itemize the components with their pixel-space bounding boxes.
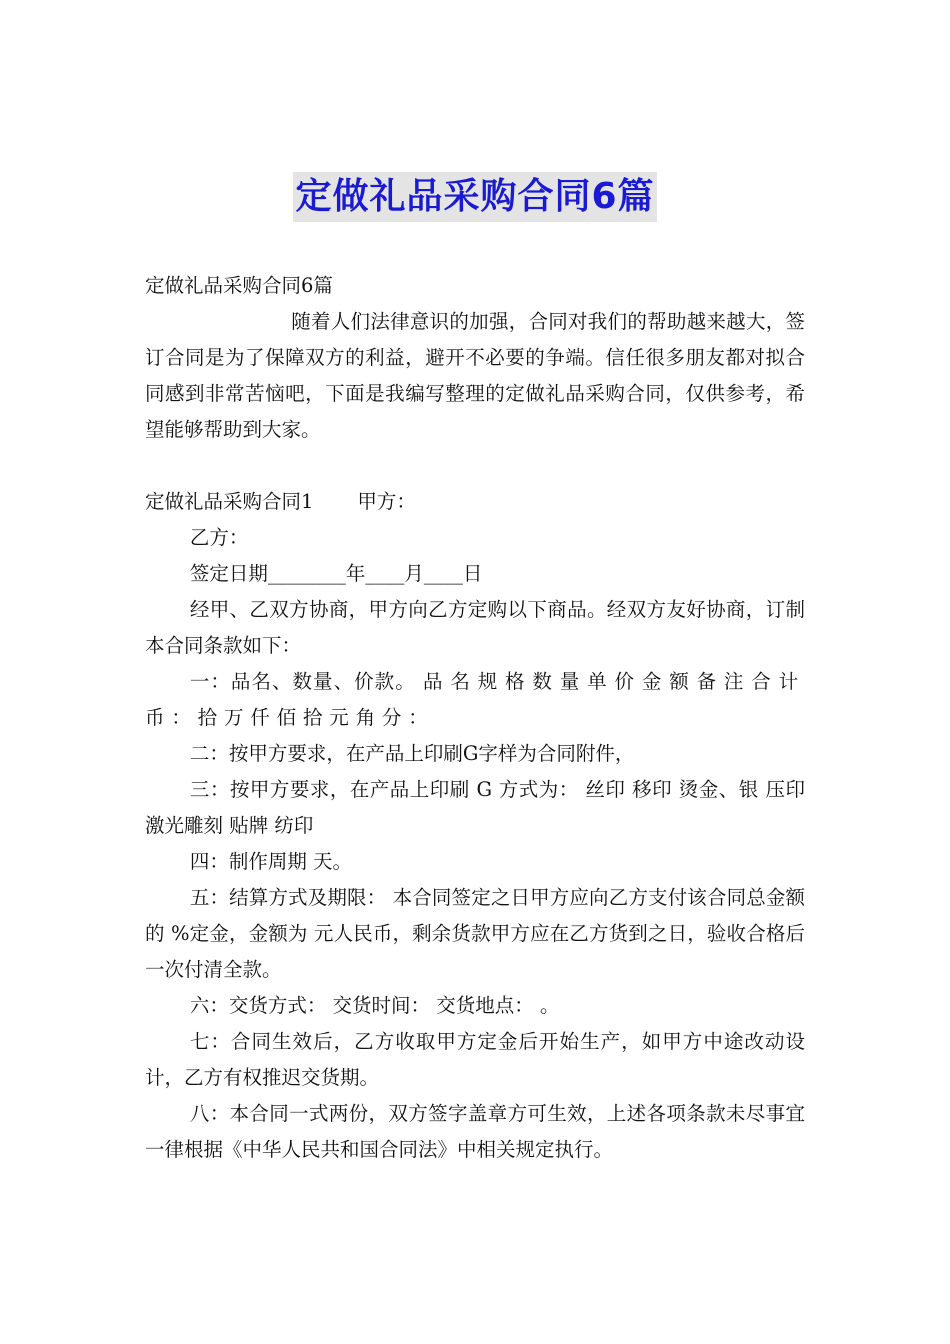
party-b-label: 乙方： [189, 526, 249, 549]
section1-heading: 定做礼品采购合同1 [145, 490, 314, 513]
document-title: 定做礼品采购合同6篇 [293, 172, 656, 222]
clause-2: 二：按甲方要求，在产品上印刷G字样为合同附件， [189, 742, 635, 765]
clause-8: 八：本合同一式两份，双方签字盖章方可生效，上述各项条款未尽事宜一律根据《中华人民共和国合同法》中相关规定执行。 [145, 1102, 805, 1161]
clause-1 [145, 664, 805, 736]
clause-6: 六：交货方式： 交货时间： 交货地点： 。 [189, 994, 560, 1017]
sign-date-line: 签定日期________年____月____日 [189, 562, 483, 585]
title-container [0, 172, 950, 222]
intro-paragraph: 随着人们法律意识的加强，合同对我们的帮助越来越大，签订合同是为了保障双方的利益，避开不必要的争端。信任很多朋友都对拟合同感到非常苦恼吧，下面是我编写整理的定做礼品采购合同，仅供参考，希望能够帮助到大家。 [145, 310, 805, 441]
clause-1-heading: 一：品名、数量、价款。 [189, 670, 416, 693]
clause-5: 五：结算方式及期限： 本合同签定之日甲方应向乙方支付该合同总金额的 %定金，金额为 元人民币，剩余货款甲方应在乙方货到之日，验收合格后一次付清全款。 [145, 886, 805, 981]
clause-4: 四：制作周期 天。 [189, 850, 353, 873]
agreement-intro: 经甲、乙双方协商，甲方向乙方定购以下商品。经双方友好协商，订制本合同条款如下： [145, 598, 805, 657]
clause-1-table-fields: 品名规格数量单价金额备注合计币：拾万仟佰拾元角分： [145, 670, 805, 729]
subtitle: 定做礼品采购合同6篇 [145, 274, 333, 297]
clause-7: 七：合同生效后，乙方收取甲方定金后开始生产，如甲方中途改动设计，乙方有权推迟交货期。 [145, 1030, 805, 1089]
section-heading-line [145, 484, 805, 520]
document-body [145, 268, 805, 1168]
party-a-label: 甲方： [357, 490, 416, 513]
clause-3: 三：按甲方要求，在产品上印刷 G 方式为： 丝印 移印 烫金、银 压印 激光雕刻 贴牌 纺印 [145, 778, 805, 837]
